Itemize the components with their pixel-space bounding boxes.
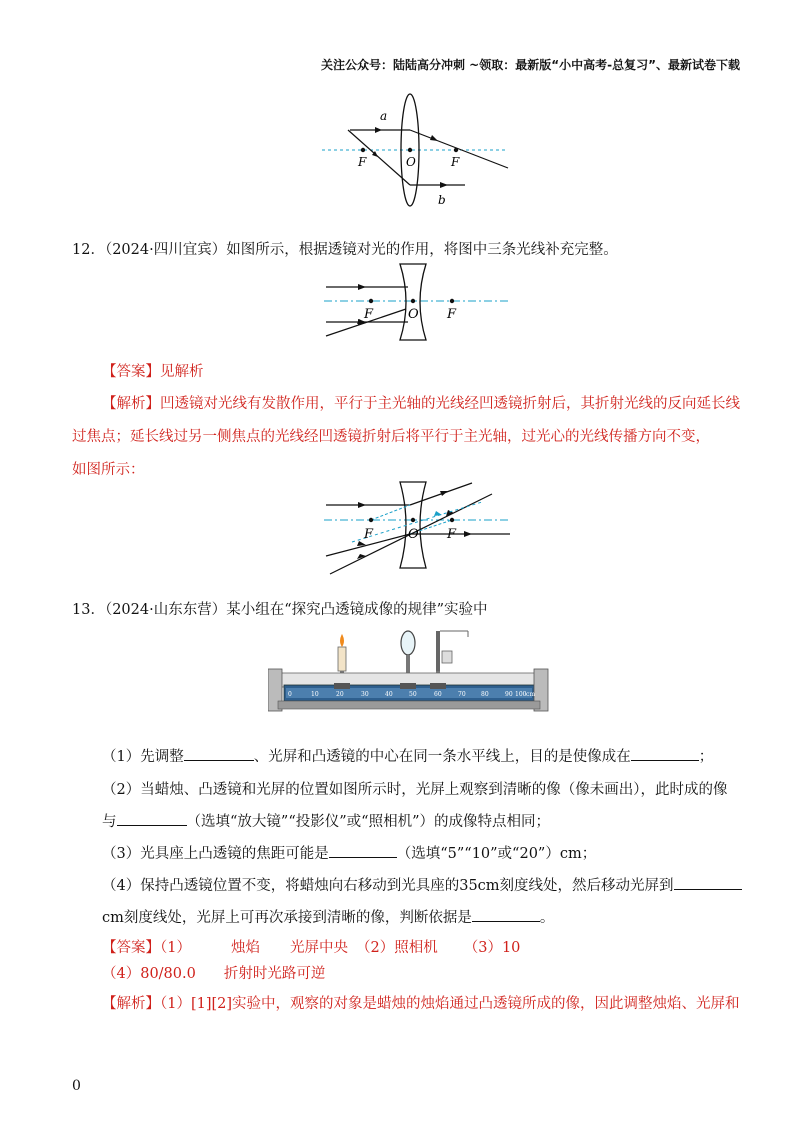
q13-part2-line1: （2）当蜡烛、凸透镜和光屏的位置如图所示时，光屏上观察到清晰的像（像未画出），此时成的像 (102, 782, 728, 798)
q13-number: 13． (72, 602, 105, 618)
tick-0: 0 (288, 691, 292, 698)
label-F-right: F (451, 155, 460, 169)
q13-part2-c: （选填“放大镜”“投影仪”或“照相机”）的成像特点相同； (186, 814, 550, 830)
label-b: b (438, 193, 446, 207)
q12-text: 如图所示，根据透镜对光的作用，将图中三条光线补充完整。 (226, 242, 618, 258)
tick-30: 30 (361, 691, 369, 698)
q13-title (72, 598, 488, 619)
q13-answer-line2 (102, 962, 325, 983)
tick-10: 10 (311, 691, 319, 698)
blank-2[interactable] (631, 746, 699, 761)
q13-ans1-a: 烛焰 (230, 940, 260, 956)
q13-part4-c: 。 (539, 910, 555, 926)
q12-analysis-text1: 凹透镜对光线有发散作用，平行于主光轴的光线经凹透镜折射后，其折射光线的反向延长线 (160, 396, 740, 412)
q13-part3 (102, 842, 596, 863)
q13-ans4-b: 折射时光路可逆 (223, 966, 326, 982)
fig3-label-O: O (408, 527, 419, 542)
tick-100: 100 (515, 691, 527, 698)
page-header: 关注公众号：陆陆高分冲刺 ~领取：最新版“小中高考-总复习”、最新试卷下载 (321, 58, 740, 72)
q13-part4-line2 (102, 906, 554, 927)
q12-title (72, 238, 618, 259)
q13-part1-a: （1）先调整 (102, 749, 184, 765)
concave-lens-answer-figure (322, 480, 512, 580)
q13-ans1: （1） (160, 940, 191, 956)
tick-60: 60 (434, 691, 442, 698)
q13-analysis-tag: 【解析】 (102, 996, 160, 1012)
label-F-left: F (358, 155, 367, 169)
q13-part2-b: 与 (102, 814, 117, 830)
q13-part2-line2 (102, 810, 550, 831)
q13-answer-tag: 【答案】 (102, 940, 160, 956)
label-a: a (380, 109, 388, 123)
tick-90: 90 (505, 691, 513, 698)
q13-text: 某小组在“探究凸透镜成像的规律”实验中 (226, 602, 488, 618)
convex-lens-figure (320, 92, 510, 212)
label-O: O (406, 155, 416, 169)
q13-part3-b: （选填“5”“10”或“20”）cm； (396, 846, 597, 862)
tick-20: 20 (336, 691, 344, 698)
q13-ans4: （4）80/80.0 (102, 966, 196, 982)
concave-lens-figure (322, 262, 512, 344)
q12-answer-text: 见解析 (160, 364, 204, 380)
q12-number: 12． (72, 242, 105, 258)
optical-bench-figure (268, 625, 558, 717)
q13-answer-line1 (102, 936, 520, 957)
q13-part1-c: ； (698, 749, 714, 765)
q12-answer (102, 360, 204, 381)
tick-50: 50 (409, 691, 417, 698)
q12-analysis-line2: 过焦点；延长线过另一侧焦点的光线经凹透镜折射后将平行于主光轴，过光心的光线传播方向不变， (72, 429, 710, 445)
q12-analysis-line1 (102, 392, 740, 413)
q12-source: （2024·四川宜宾） (104, 242, 227, 258)
fig2-label-F-left: F (364, 307, 374, 322)
q13-source: （2024·山东东营） (104, 602, 227, 618)
tick-70: 70 (458, 691, 466, 698)
fig2-label-O: O (408, 307, 419, 322)
blank-5[interactable] (674, 875, 742, 890)
fig3-label-F-right: F (447, 527, 457, 542)
q13-part4-a: （4）保持凸透镜位置不变，将蜡烛向右移动到光具座的35cm刻度线处，然后移动光屏到 (102, 878, 674, 894)
q12-analysis-tag: 【解析】 (102, 396, 160, 412)
blank-6[interactable] (472, 907, 540, 922)
q13-ans2: （2）照相机 (355, 940, 438, 956)
fig3-label-F-left: F (364, 527, 374, 542)
q13-analysis-text1: （1）[1][2]实验中，观察的对象是蜡烛的烛焰通过凸透镜所成的像，因此调整烛焰、光屏和 (160, 996, 740, 1012)
q13-part1 (102, 745, 713, 766)
page-number: 0 (72, 1078, 81, 1094)
q13-part1-b: 、光屏和凸透镜的中心在同一条水平线上，目的是使像成在 (253, 749, 631, 765)
blank-3[interactable] (117, 811, 187, 826)
tick-40: 40 (385, 691, 393, 698)
q13-part4-line1 (102, 874, 742, 895)
blank-1[interactable] (184, 746, 254, 761)
tick-80: 80 (481, 691, 489, 698)
q12-analysis-line3: 如图所示： (72, 462, 145, 478)
fig2-label-F-right: F (447, 307, 457, 322)
tick-unit: cm (526, 691, 536, 698)
q13-ans3: （3）10 (463, 940, 521, 956)
q13-part3-a: （3）光具座上凸透镜的焦距可能是 (102, 846, 329, 862)
q13-analysis-line1 (102, 992, 740, 1013)
q12-answer-tag: 【答案】 (102, 364, 160, 380)
q13-ans1-b: 光屏中央 (289, 940, 348, 956)
blank-4[interactable] (329, 843, 397, 858)
q13-part4-b: cm刻度线处，光屏上可再次承接到清晰的像，判断依据是 (102, 910, 472, 926)
